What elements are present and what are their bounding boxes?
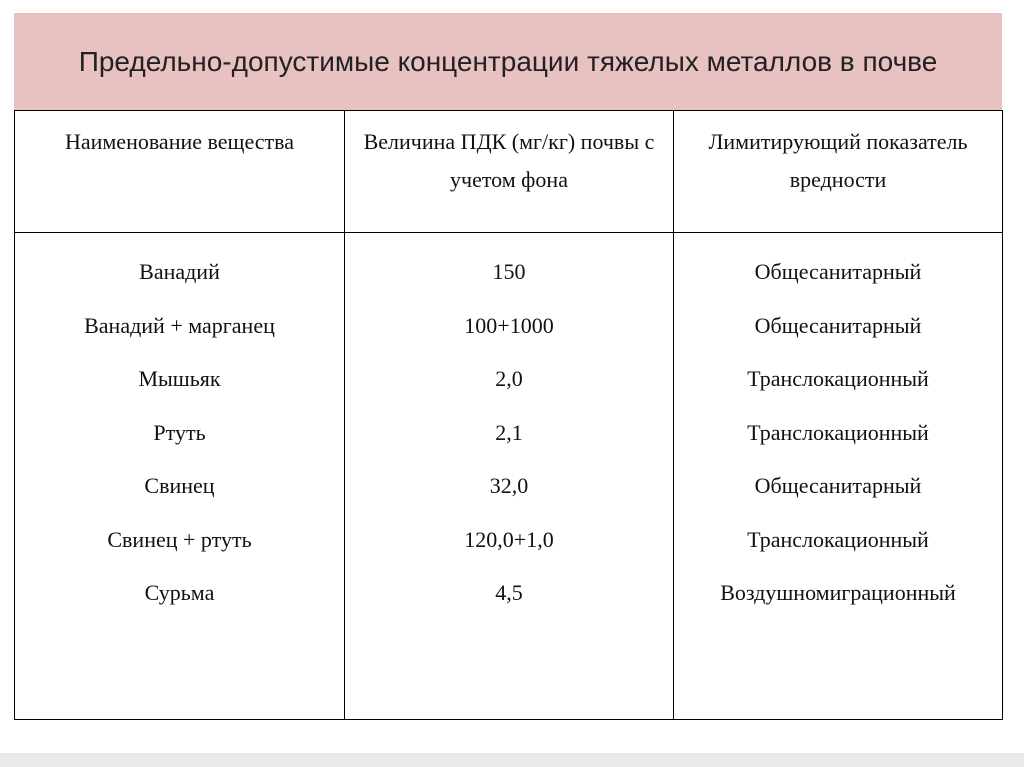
header-substance: Наименование вещества — [15, 111, 345, 233]
pdk-cell: 2,0 — [495, 366, 523, 391]
slide-title: Предельно-допустимые концентрации тяжелых металлов в почве — [78, 45, 938, 77]
substance-column — [15, 233, 345, 720]
substance-cell: Свинец + ртуть — [107, 526, 252, 552]
indicator-cell: Общесанитарный — [754, 259, 922, 284]
table-body-row — [15, 233, 1003, 720]
substance-cell: Мышьяк — [138, 366, 221, 391]
indicator-cell: Общесанитарный — [754, 473, 922, 498]
pdk-table — [14, 110, 1003, 720]
pdk-cell: 2,1 — [495, 419, 523, 445]
indicator-cell: Транслокационный — [747, 366, 929, 391]
substance-cell: Ртуть — [153, 419, 206, 445]
header-limiting-indicator: Лимитирующий показатель вредности — [674, 111, 1003, 233]
pdk-cell: 100+1000 — [464, 312, 554, 338]
indicator-cell: Транслокационный — [747, 526, 929, 552]
pdk-column — [345, 233, 674, 720]
bottom-bar — [0, 753, 1024, 767]
header-pdk-value: Величина ПДК (мг/кг) почвы с учетом фона — [345, 111, 674, 233]
substance-cell: Ванадий + марганец — [84, 312, 275, 338]
title-banner — [14, 13, 1002, 110]
indicator-column — [674, 233, 1003, 720]
substance-cell: Сурьма — [144, 580, 215, 605]
pdk-cell: 120,0+1,0 — [464, 526, 554, 552]
pdk-cell: 150 — [492, 259, 526, 284]
table-header-row — [15, 111, 1003, 233]
indicator-cell: Транслокационный — [747, 419, 929, 445]
pdk-cell: 4,5 — [495, 580, 523, 605]
indicator-cell: Воздушномиграционный — [720, 580, 956, 605]
substance-cell: Свинец — [144, 473, 215, 498]
substance-cell: Ванадий — [139, 259, 220, 284]
pdk-cell: 32,0 — [489, 473, 529, 498]
indicator-cell: Общесанитарный — [754, 312, 922, 338]
